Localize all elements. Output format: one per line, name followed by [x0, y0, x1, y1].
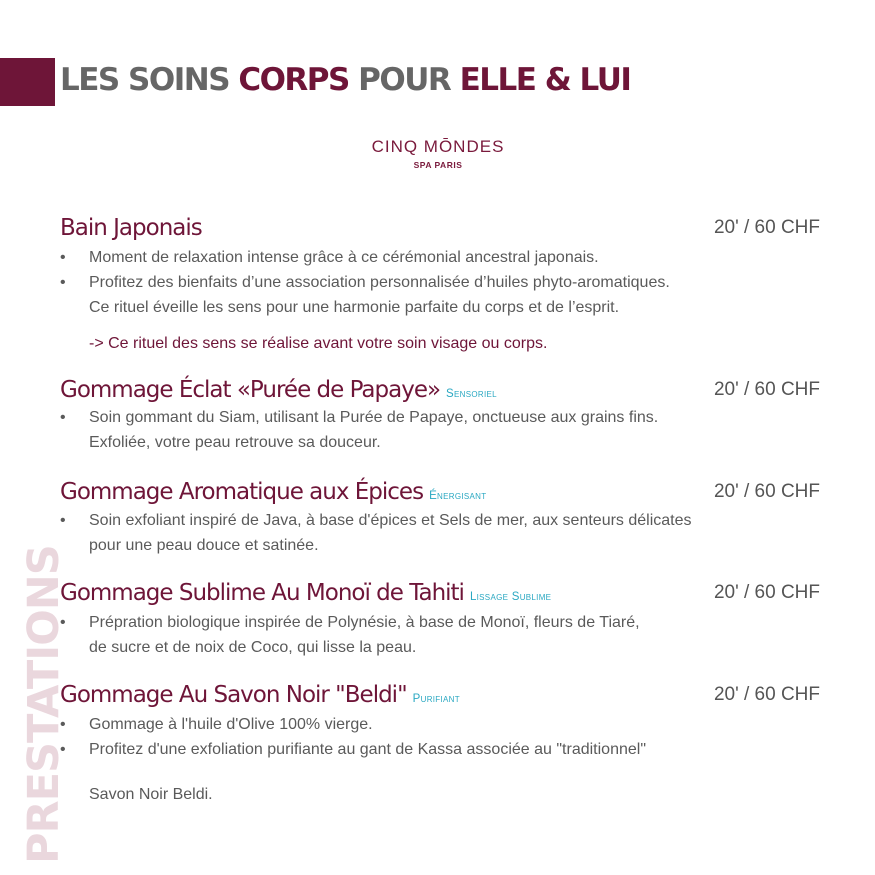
title-part-3: POUR — [348, 62, 460, 98]
service-price: 20' / 60 CHF — [713, 481, 820, 502]
service-tag: Sensoriel — [446, 388, 497, 400]
side-label-prestations: PRESTATIONS — [19, 545, 69, 864]
description-line: Ce rituel éveille les sens pour une harmonie parfaite du corps et de l’esprit. — [89, 299, 620, 316]
brand-logo — [358, 138, 518, 170]
service-description — [60, 508, 820, 558]
service-description — [60, 405, 820, 455]
service-title — [60, 215, 202, 241]
service-description — [60, 712, 820, 807]
description-line: Exfoliée, votre peau retrouve sa douceur. — [89, 434, 381, 451]
title-part-corps: CORPS — [238, 62, 349, 98]
header-accent-bar — [0, 58, 55, 106]
description-line: • Profitez des bienfaits d’une association personnalisée d’huiles phyto-aromatiques. — [60, 270, 820, 295]
service-header — [60, 373, 820, 403]
service-price: 20' / 60 CHF — [713, 217, 820, 238]
description-line: • Profitez d'une exfoliation purifiante au gant de Kassa associée au "traditionnel" — [60, 737, 820, 762]
service-title — [60, 682, 460, 708]
service-tag: Lissage Sublime — [469, 591, 552, 603]
service-tag: Purifiant — [412, 693, 460, 705]
service-price: 20' / 60 CHF — [713, 582, 820, 603]
service-header — [60, 576, 820, 606]
service-header — [60, 211, 820, 241]
description-line: de sucre et de noix de Coco, qui lisse la peau. — [89, 639, 417, 656]
service-description — [60, 610, 820, 660]
service-gommage-aromatique — [60, 475, 820, 558]
service-title — [60, 377, 497, 403]
service-gommage-sublime — [60, 576, 820, 660]
service-bain-japonais — [60, 211, 820, 356]
service-tag: Énergisant — [429, 490, 487, 502]
service-gommage-eclat — [60, 373, 820, 455]
description-line: • Prépration biologique inspirée de Polynésie, à base de Monoï, fleurs de Tiaré, — [60, 610, 820, 635]
description-line: Savon Noir Beldi. — [89, 786, 213, 803]
service-description — [60, 245, 820, 356]
description-line: • Soin gommant du Siam, utilisant la Purée de Papaye, onctueuse aux grains fins. — [60, 405, 820, 430]
description-line: • Gommage à l'huile d'Olive 100% vierge. — [60, 712, 820, 737]
title-part-1: LES SOINS — [60, 62, 239, 98]
service-price: 20' / 60 CHF — [713, 379, 820, 400]
service-title-text: Gommage Au Savon Noir "Beldi" — [60, 682, 407, 708]
title-part-elle-lui: ELLE & LUI — [459, 62, 631, 98]
service-title-text: Gommage Sublime Au Monoï de Tahiti — [60, 580, 464, 606]
description-line: pour une peau douce et satinée. — [89, 537, 319, 554]
brand-subtitle: SPA PARIS — [413, 160, 463, 170]
service-title — [60, 580, 551, 606]
service-title-text: Gommage Éclat «Purée de Papaye» — [60, 377, 441, 403]
description-line: • Moment de relaxation intense grâce à ce cérémonial ancestral japonais. — [60, 245, 820, 270]
service-title-text: Gommage Aromatique aux Épices — [60, 479, 424, 505]
description-line: • Soin exfoliant inspiré de Java, à base d'épices et Sels de mer, aux senteurs délicates — [60, 508, 820, 533]
service-gommage-savon-noir — [60, 678, 820, 807]
brand-name: CINQ MŌNDES — [371, 137, 505, 156]
service-header — [60, 678, 820, 708]
page-title — [60, 62, 630, 98]
service-price: 20' / 60 CHF — [713, 684, 820, 705]
service-note: -> Ce rituel des sens se réalise avant votre soin visage ou corps. — [89, 335, 548, 352]
service-title — [60, 479, 486, 505]
service-header — [60, 475, 820, 505]
service-title-text: Bain Japonais — [60, 215, 202, 241]
